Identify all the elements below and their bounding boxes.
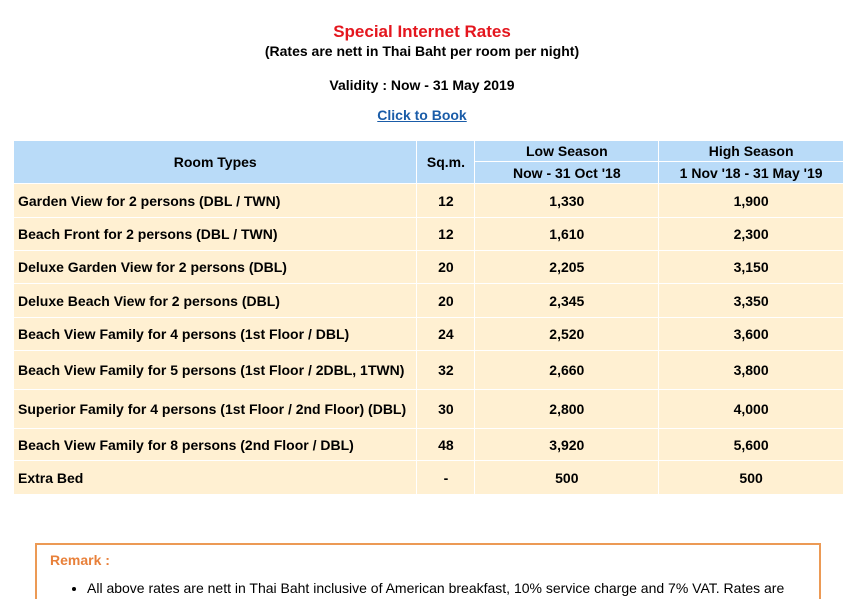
high-season-rate-cell: 2,300 — [659, 218, 844, 251]
header-room-types: Room Types — [14, 141, 417, 184]
rates-header — [0, 22, 844, 125]
validity-text: Validity : Now - 31 May 2019 — [329, 77, 515, 93]
page-subtitle: (Rates are nett in Thai Baht per room per night) — [264, 43, 580, 59]
table-row — [14, 429, 844, 461]
room-type-cell: Beach Front for 2 persons (DBL / TWN) — [14, 218, 417, 251]
room-type-cell: Superior Family for 4 persons (1st Floor / 2nd Floor) (DBL) — [14, 390, 417, 429]
table-row — [14, 184, 844, 218]
low-season-rate-cell: 2,660 — [475, 351, 659, 390]
sqm-cell: 12 — [417, 184, 475, 218]
high-season-rate-cell: 3,800 — [659, 351, 844, 390]
room-type-cell: Beach View Family for 5 persons (1st Floor / 2DBL, 1TWN) — [14, 351, 417, 390]
high-season-rate-cell: 4,000 — [659, 390, 844, 429]
low-season-rate-cell: 1,330 — [475, 184, 659, 218]
sqm-cell: - — [417, 461, 475, 495]
sqm-cell: 12 — [417, 218, 475, 251]
room-type-cell: Deluxe Garden View for 2 persons (DBL) — [14, 251, 417, 284]
sqm-cell: 48 — [417, 429, 475, 461]
low-season-rate-cell: 2,205 — [475, 251, 659, 284]
high-season-rate-cell: 3,600 — [659, 318, 844, 351]
low-season-rate-cell: 2,520 — [475, 318, 659, 351]
high-season-rate-cell: 1,900 — [659, 184, 844, 218]
remark-item: • All above rates are nett in Thai Baht inclusive of American breakfast, 10% service charge and 7% VAT. Rates are — [87, 579, 819, 597]
high-season-rate-cell: 500 — [659, 461, 844, 495]
table-row — [14, 318, 844, 351]
remark-list — [37, 579, 819, 597]
table-row — [14, 390, 844, 429]
table-row — [14, 284, 844, 318]
header-high-season: High Season — [659, 141, 844, 162]
header-sqm: Sq.m. — [417, 141, 475, 184]
rates-table — [13, 140, 844, 495]
table-row — [14, 218, 844, 251]
sqm-cell: 32 — [417, 351, 475, 390]
header-high-season-dates: 1 Nov '18 - 31 May '19 — [659, 162, 844, 184]
low-season-rate-cell: 3,920 — [475, 429, 659, 461]
sqm-cell: 20 — [417, 284, 475, 318]
table-row — [14, 461, 844, 495]
remark-title: Remark : — [50, 552, 110, 568]
high-season-rate-cell: 3,150 — [659, 251, 844, 284]
sqm-cell: 30 — [417, 390, 475, 429]
room-type-cell: Garden View for 2 persons (DBL / TWN) — [14, 184, 417, 218]
room-type-cell: Beach View Family for 8 persons (2nd Floor / DBL) — [14, 429, 417, 461]
remark-box — [35, 543, 821, 599]
table-row — [14, 351, 844, 390]
high-season-rate-cell: 5,600 — [659, 429, 844, 461]
low-season-rate-cell: 2,800 — [475, 390, 659, 429]
click-to-book-link[interactable]: Click to Book — [377, 107, 467, 123]
low-season-rate-cell: 2,345 — [475, 284, 659, 318]
page-title: Special Internet Rates — [333, 22, 511, 41]
sqm-cell: 20 — [417, 251, 475, 284]
room-type-cell: Extra Bed — [14, 461, 417, 495]
header-low-season-dates: Now - 31 Oct '18 — [475, 162, 659, 184]
header-low-season: Low Season — [475, 141, 659, 162]
room-type-cell: Beach View Family for 4 persons (1st Floor / DBL) — [14, 318, 417, 351]
table-row — [14, 251, 844, 284]
table-header-row — [14, 141, 844, 162]
low-season-rate-cell: 500 — [475, 461, 659, 495]
high-season-rate-cell: 3,350 — [659, 284, 844, 318]
room-type-cell: Deluxe Beach View for 2 persons (DBL) — [14, 284, 417, 318]
low-season-rate-cell: 1,610 — [475, 218, 659, 251]
sqm-cell: 24 — [417, 318, 475, 351]
